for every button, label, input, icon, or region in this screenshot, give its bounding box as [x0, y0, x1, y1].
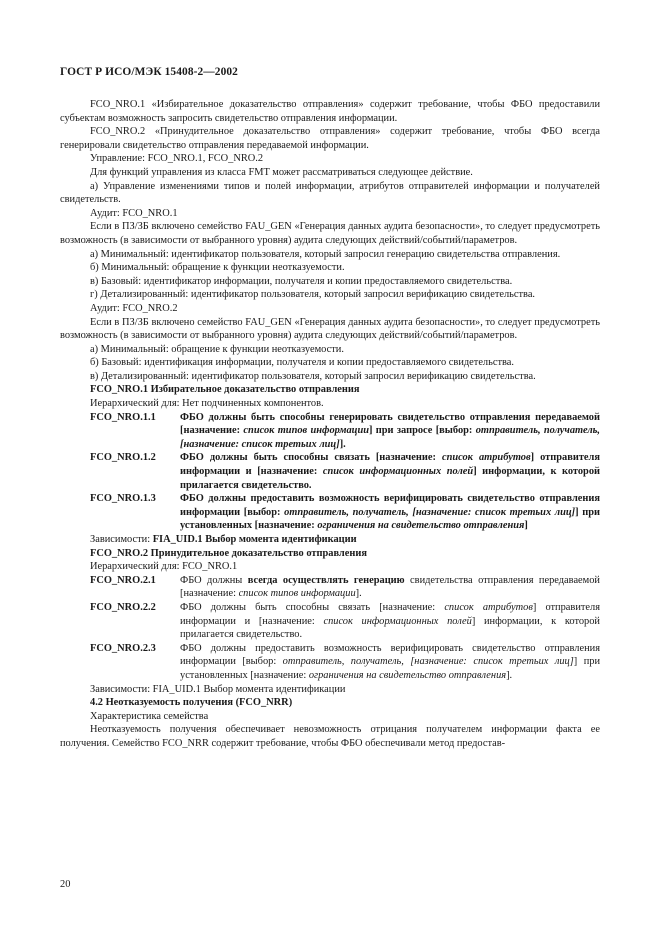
paragraph-nro1-description: FCO_NRO.1 «Избирательное доказательство отправления» содержит требование, чтобы ФБО предоставили субъектам возможность запросить свидетельство отправления информации. [60, 99, 600, 124]
list-item-audit-nro1-a: а) Минимальный: идентификатор пользователя, который запросил генерацию свидетельства отправления. [90, 248, 561, 260]
element-id: FCO_NRO.1.1 [90, 411, 156, 423]
page-body [60, 98, 600, 751]
dependencies-nro1: Зависимости: FIA_UID.1 Выбор момента идентификации [90, 534, 357, 545]
element-id: FCO_NRO.2.3 [90, 642, 156, 654]
element-id: FCO_NRO.1.3 [90, 493, 156, 505]
list-item-management-a: а) Управление изменениями типов и полей информации, атрибутов отправителей информации и получателей свидетельств. [60, 180, 600, 206]
element-text: ФБО должны всегда осуществлять генерацию свидетельства отправления передаваемой [назначение: список типов информации]. [180, 574, 600, 600]
dependencies-nro2: Зависимости: FIA_UID.1 Выбор момента идентификации [90, 683, 346, 695]
list-item-audit-nro2-b: б) Базовый: идентификация информации, получателя и копии предоставляемого свидетельства. [90, 357, 514, 369]
list-item-audit-nro1-d: г) Детализированный: идентификатор пользователя, который запросил верификацию свидетельства. [90, 289, 536, 301]
element-text: ФБО должны быть способны связать [назначение: список атрибутов] отправителя информации и [назначение: список информационных полей] информации, к которой прилагается свидетельство. [180, 452, 600, 491]
management-label: Управление: FCO_NRO.1, FCO_NRO.2 [90, 153, 264, 165]
list-item-audit-nro1-b: б) Минимальный: обращение к функции неотказуемости. [90, 262, 345, 274]
element-nro2-3 [60, 642, 600, 683]
paragraph-fmt-actions: Для функций управления из класса FMT может рассматриваться следующее действие. [90, 166, 473, 178]
list-item-audit-nro2-c: в) Детализированный: идентификатор пользователя, который запросил верификацию свидетельства. [90, 370, 536, 382]
page-number: 20 [60, 879, 71, 890]
hierarchy-nro2: Иерархический для: FCO_NRO.1 [90, 561, 238, 573]
element-nro1-3 [60, 492, 600, 533]
page-header: ГОСТ Р ИСО/МЭК 15408-2—2002 [60, 66, 238, 78]
paragraph-audit-nro1: Если в ПЗ/ЗБ включено семейство FAU_GEN «Генерация данных аудита безопасности», то следует предусмотреть возможность (в зависимости от выбранного уровня) аудита следующих действий/событий/параметров. [60, 221, 600, 246]
paragraph-nrr-description: Неотказуемость получения обеспечивает невозможность отрицания получателем информации факта ее получения. Семейство FCO_NRR содержит требование, чтобы ФБО обеспечивали метод предостав- [60, 724, 600, 749]
element-nro1-2 [60, 451, 600, 492]
audit-label-nro2: Аудит: FCO_NRO.2 [90, 302, 178, 314]
paragraph-audit-nro2: Если в ПЗ/ЗБ включено семейство FAU_GEN «Генерация данных аудита безопасности», то следует предусмотреть возможность (в зависимости от выбранного уровня) аудита следующих действий/событий/параметров. [60, 316, 600, 342]
list-item-audit-nro1-c: в) Базовый: идентификатор информации, получателя и копии предоставляемого свидетельства. [90, 275, 513, 287]
list-item-audit-nro2-a: а) Минимальный: обращение к функции неотказуемости. [90, 343, 344, 355]
element-nro2-1 [60, 574, 600, 601]
section-heading-4-2: 4.2 Неотказуемость получения (FCO_NRR) [90, 697, 293, 709]
family-characteristic-label: Характеристика семейства [90, 710, 209, 722]
element-id: FCO_NRO.1.2 [90, 452, 156, 464]
element-text: ФБО должны предоставить возможность верифицировать свидетельство отправления информации [выбор: отправитель, получатель, [назначение: список третьих лиц]] при установленных [назначение: ограничения на свидетельство отправления] [180, 493, 601, 532]
element-nro1-1 [60, 411, 600, 452]
component-heading-nro1: FCO_NRO.1 Избирательное доказательство отправления [90, 384, 360, 396]
element-text: ФБО должны быть способны связать [назначение: список атрибутов] отправителя информации и [назначение: список информационных полей] информации, к которой прилагается свидетельство. [180, 601, 601, 641]
element-text: ФБО должны быть способны генерировать свидетельство отправления передаваемой [назначение: список типов информации] при запросе [выбор: отправитель, получатель, [назначение: список третьих лиц]]. [180, 411, 601, 450]
audit-label-nro1: Аудит: FCO_NRO.1 [90, 207, 178, 219]
paragraph-nro2-description: FCO_NRO.2 «Принудительное доказательство отправления» содержит требование, чтобы ФБО всегда генерировали свидетельство отправления передаваемой информации. [60, 126, 600, 151]
element-id: FCO_NRO.2.2 [90, 601, 156, 613]
component-heading-nro2: FCO_NRO.2 Принудительное доказательство отправления [90, 547, 367, 559]
element-text: ФБО должны предоставить возможность верифицировать свидетельство отправления информации [выбор: отправитель, получатель, [назначение: список третьих лиц]] при установленных [назначение: ограничения на свидетельство отправления]. [180, 642, 601, 681]
hierarchy-nro1: Иерархический для: Нет подчиненных компонентов. [90, 398, 324, 410]
element-nro2-2 [60, 601, 600, 642]
element-id: FCO_NRO.2.1 [90, 574, 156, 586]
